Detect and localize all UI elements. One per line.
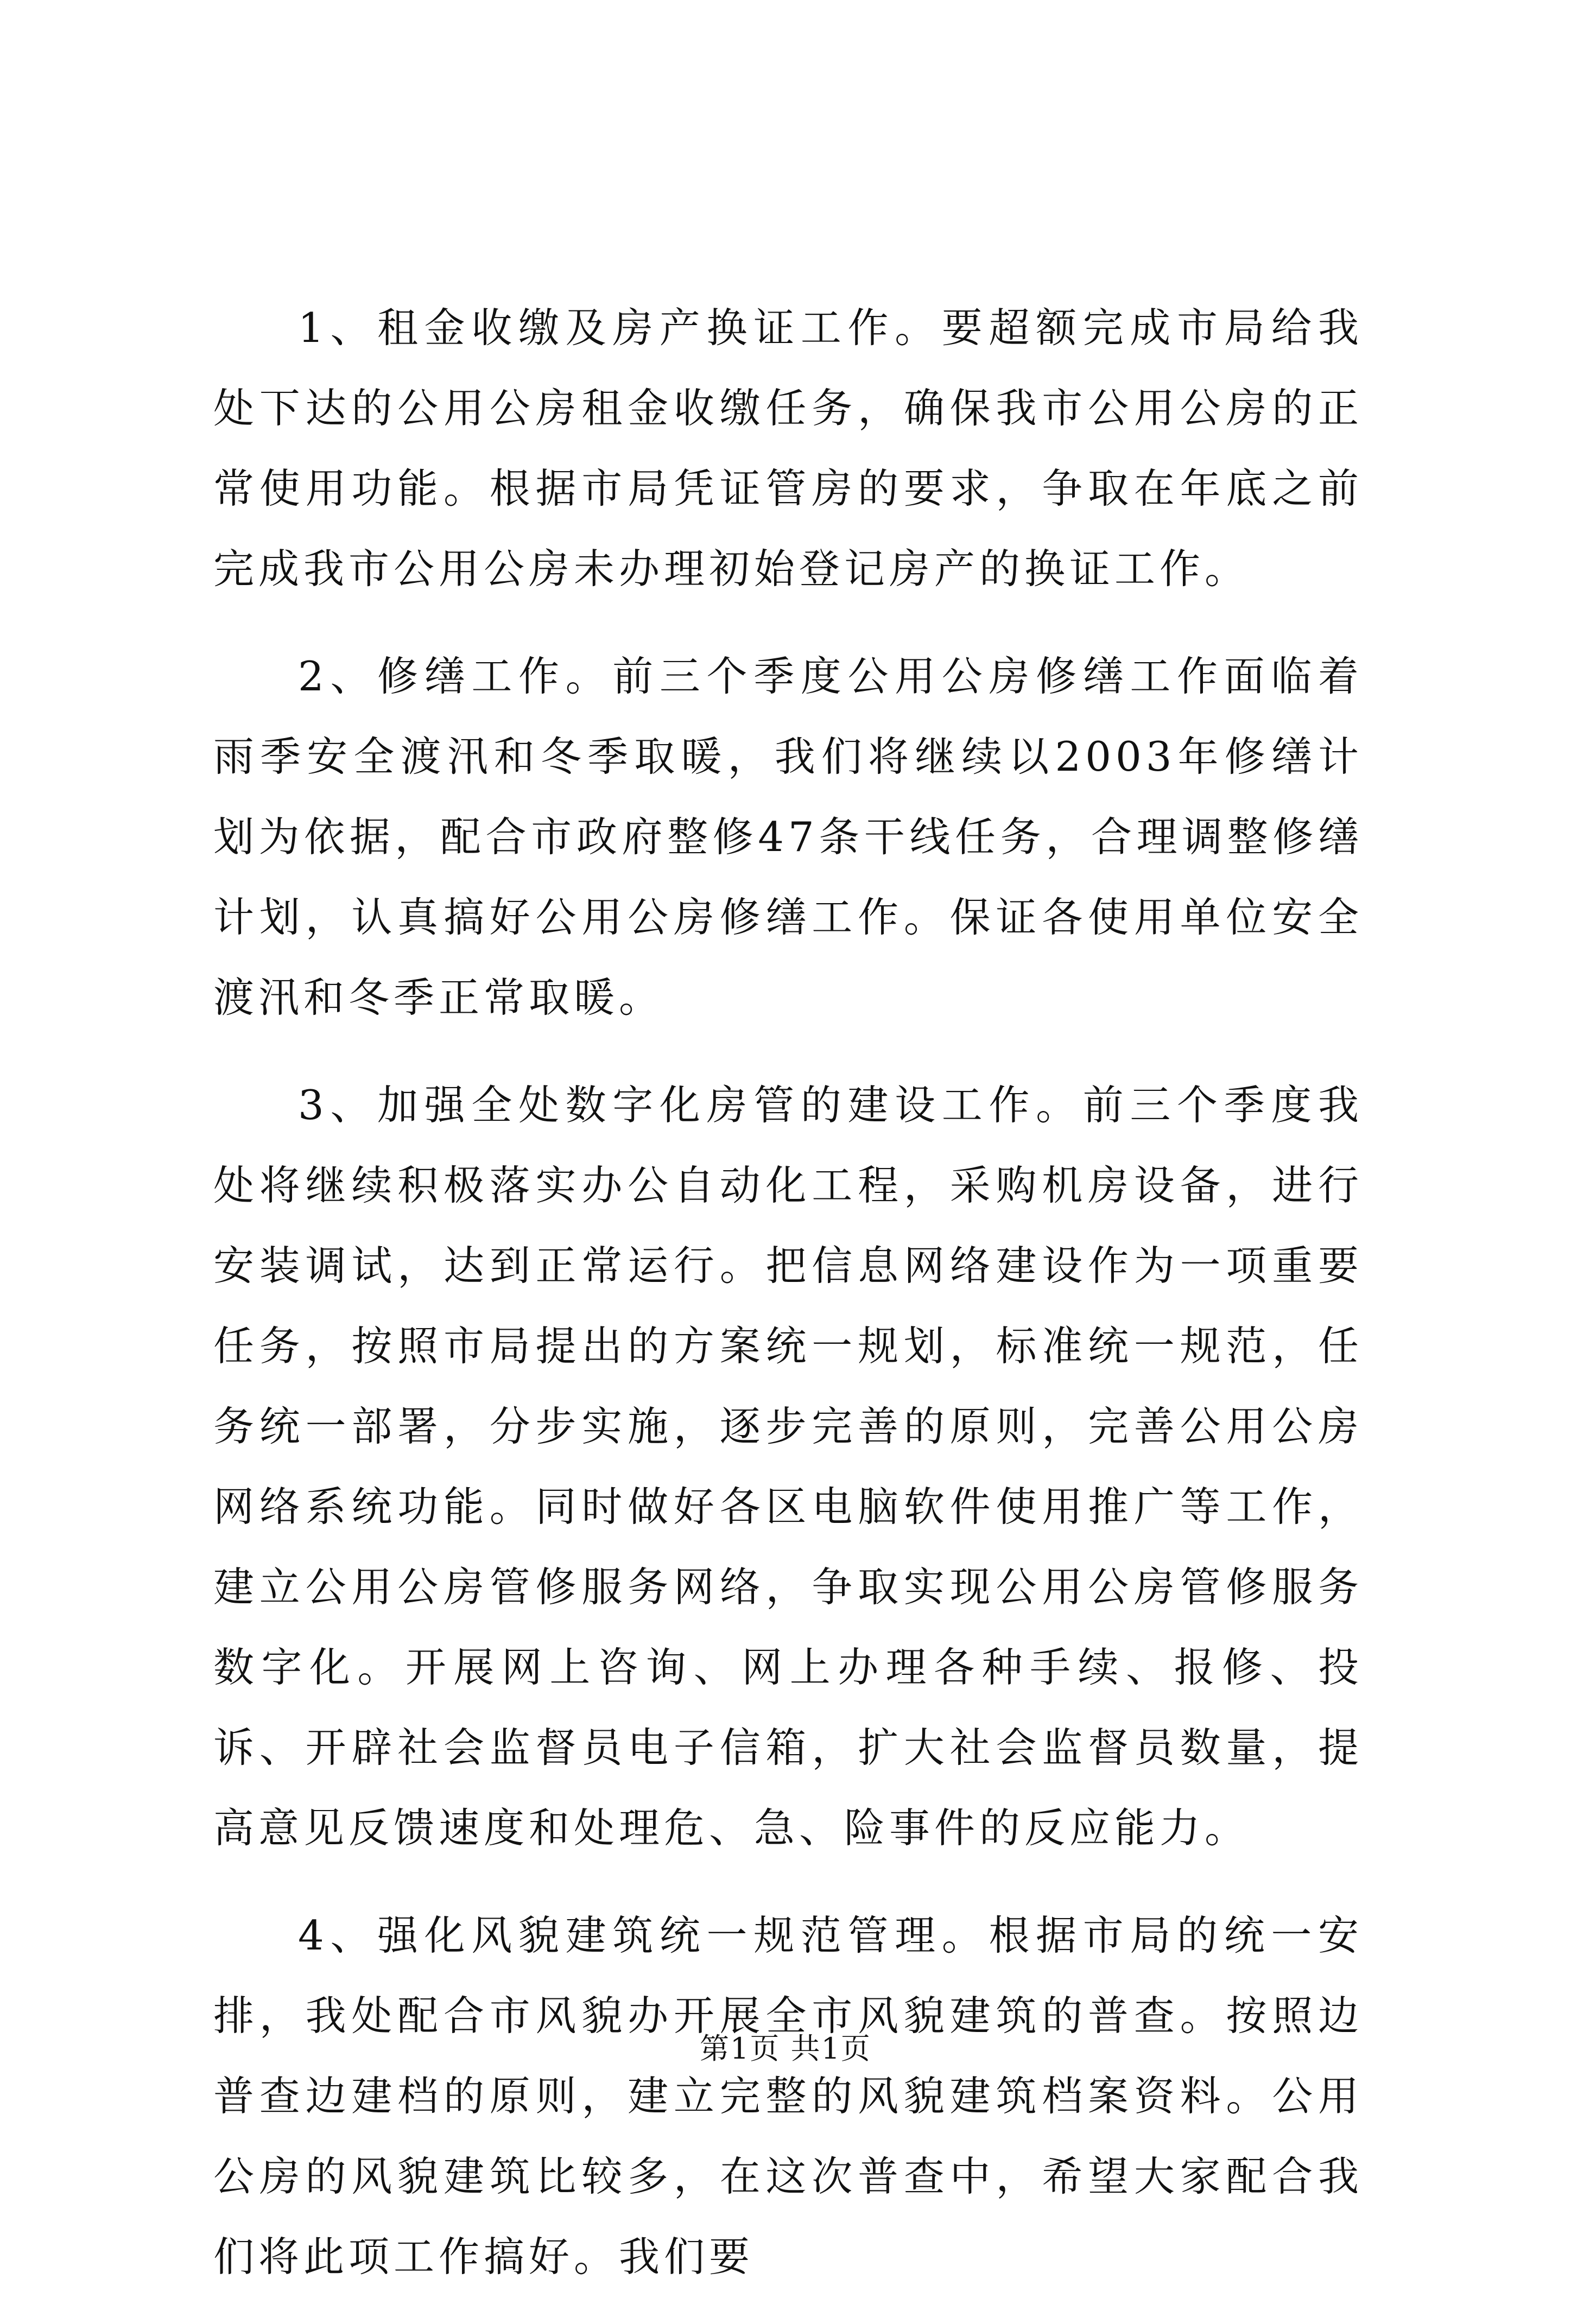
page-footer: 第1页 共1页 [700,2031,871,2066]
paragraph-rent-collection: 1、租金收缴及房产换证工作。要超额完成市局给我处下达的公用公房租金收缴任务，确保我市公用公房的正常使用功能。根据市局凭证管房的要求，争取在年底之前完成我市公用公房未办理初始登记房产的换证工作。 [213,304,1363,593]
paragraph-heritage-buildings: 4、强化风貌建筑统一规范管理。根据市局的统一安排，我处配合市风貌办开展全市风貌建筑的普查。按照边普查边建档的原则，建立完整的风貌建筑档案资料。公用公房的风貌建筑比较多，在这次普查中，希望大家配合我们将此项工作搞好。我们要 [213,1912,1363,2281]
paragraph-digital-management: 3、加强全处数字化房管的建设工作。前三个季度我处将继续积极落实办公自动化工程，采购机房设备，进行安装调试，达到正常运行。把信息网络建设作为一项重要任务，按照市局提出的方案统一规划，标准统一规范，任务统一部署，分步实施，逐步完善的原则，完善公用公房网络系统功能。同时做好各区电脑软件使用推广等工作，建立公用公房管修服务网络，争取实现公用公房管修服务数字化。开展网上咨询、网上办理各种手续、报修、投诉、开辟社会监督员电子信箱，扩大社会监督员数量，提高意见反馈速度和处理危、急、险事件的反应能力。 [213,1081,1363,1852]
paragraph-repair-work: 2、修缮工作。前三个季度公用公房修缮工作面临着雨季安全渡汛和冬季取暖，我们将继续以2003年修缮计划为依据，配合市政府整修47条干线任务，合理调整修缮计划，认真搞好公用公房修缮工作。保证各使用单位安全渡汛和冬季正常取暖。 [213,652,1363,1021]
document-body [213,288,1363,2324]
